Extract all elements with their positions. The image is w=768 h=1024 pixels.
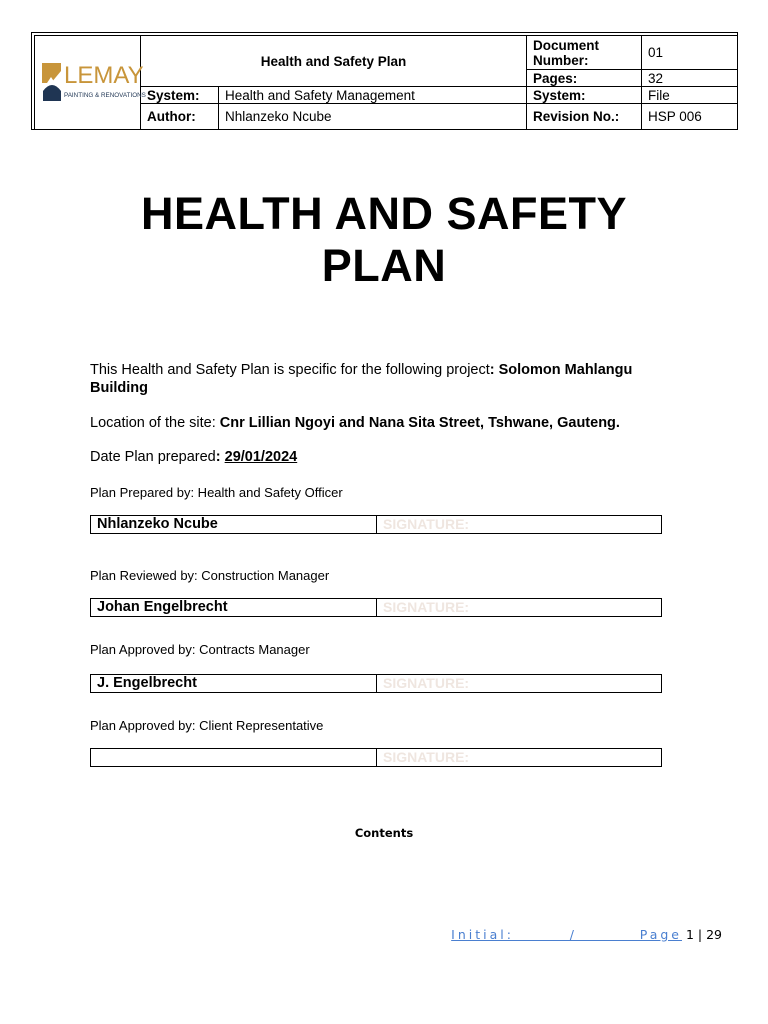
page-total: 29 — [706, 927, 722, 942]
site-location — [90, 414, 670, 432]
document-number-label: Document Number: — [527, 36, 642, 70]
signatory-name: Johan Engelbrecht — [91, 599, 377, 616]
company-logo — [35, 36, 146, 130]
project-name: : Solomon Mahlangu Building — [90, 362, 633, 396]
logo-tagline: PAINTING & RENOVATIONS — [63, 91, 146, 99]
signature-field[interactable]: SIGNATURE: — [383, 599, 470, 615]
document-header-table — [31, 32, 738, 130]
date-label: Date Plan prepared — [90, 449, 216, 465]
signatory-name — [91, 749, 377, 766]
signature-caption: Plan Approved by: Contracts Manager — [90, 642, 310, 657]
signature-caption: Plan Reviewed by: Construction Manager — [90, 568, 330, 583]
plan-title-cell: Health and Safety Plan — [141, 36, 527, 87]
project-intro: This Health and Safety Plan is specific for the following project — [90, 362, 490, 378]
date-colon: : — [215, 449, 221, 465]
revision-label: Revision No.: — [527, 104, 642, 130]
revision-value: HSP 006 — [642, 104, 738, 130]
location-label: Location of the site: — [90, 415, 216, 431]
document-number-value: 01 — [642, 36, 738, 70]
page-footer — [451, 927, 722, 942]
initial-page-link[interactable]: Initial: / Page — [451, 927, 682, 942]
signature-field[interactable]: SIGNATURE: — [383, 516, 470, 532]
signature-row — [90, 674, 662, 693]
project-statement — [90, 361, 670, 397]
system2-label: System: — [527, 87, 642, 104]
signature-caption: Plan Prepared by: Health and Safety Officer — [90, 485, 343, 500]
signatory-name: J. Engelbrecht — [91, 675, 377, 692]
lemay-logo-icon — [39, 61, 146, 105]
pages-value: 32 — [642, 70, 738, 87]
document-title-line2: PLAN — [321, 240, 447, 291]
page-separator: | — [693, 927, 707, 942]
author-value: Nhlanzeko Ncube — [219, 104, 527, 130]
date-value: 29/01/2024 — [224, 449, 298, 465]
document-title — [0, 188, 768, 292]
signature-row — [90, 598, 662, 617]
contents-heading: Contents — [354, 826, 414, 840]
signature-row — [90, 515, 662, 534]
system-value: Health and Safety Management — [219, 87, 527, 104]
signature-row — [90, 748, 662, 767]
pages-label: Pages: — [527, 70, 642, 87]
plan-date — [90, 448, 670, 466]
system-label: System: — [141, 87, 219, 104]
page-number: 1 — [685, 927, 694, 942]
logo-wordmark: LEMAY — [63, 61, 144, 89]
document-title-line1: HEALTH AND SAFETY — [141, 188, 627, 239]
signatory-name: Nhlanzeko Ncube — [91, 516, 377, 533]
system2-value: File — [642, 87, 738, 104]
signature-field[interactable]: SIGNATURE: — [383, 749, 470, 765]
signature-field[interactable]: SIGNATURE: — [383, 675, 470, 691]
author-label: Author: — [141, 104, 219, 130]
location-value: Cnr Lillian Ngoyi and Nana Sita Street, Tshwane, Gauteng. — [219, 415, 620, 431]
signature-caption: Plan Approved by: Client Representative — [90, 718, 324, 733]
